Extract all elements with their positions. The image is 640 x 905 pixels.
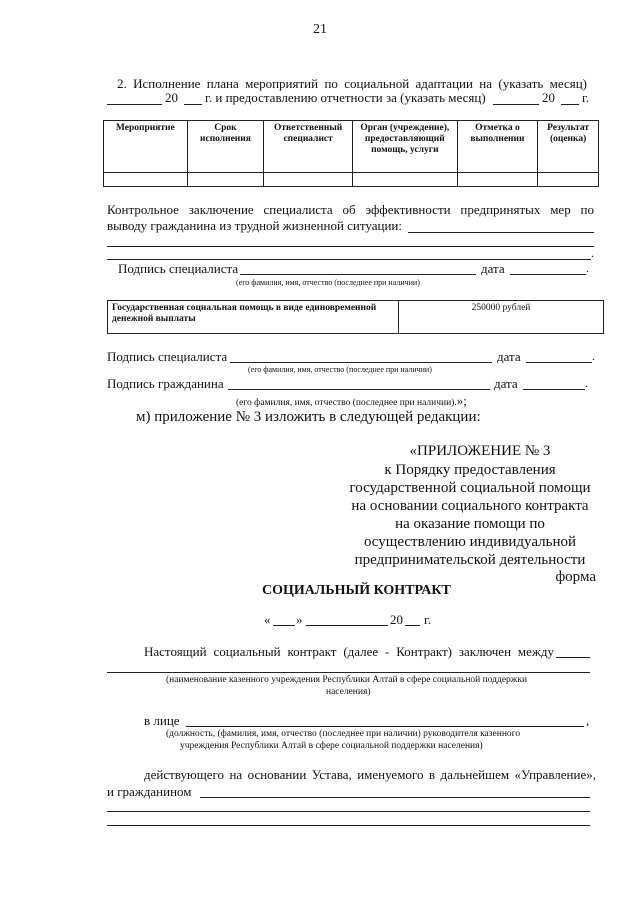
adaptation-table <box>103 120 599 187</box>
blank-line <box>240 274 476 275</box>
blank-line <box>228 389 490 390</box>
spec-sign-label: Подпись специалиста <box>107 349 228 364</box>
contract-intro: Настоящий социальный контракт (далее - Контракт) заключен между <box>144 644 554 659</box>
conclusion-line2: выводу гражданина из трудной жизненной ситуации: <box>107 218 402 233</box>
spec-date-label: дата <box>497 349 521 364</box>
table-header-cell: Срок исполнения <box>187 121 264 173</box>
blank-line <box>107 672 590 673</box>
section2-line1: 2. Исполнение плана мероприятий по социальной адаптации на (указать месяц) <box>117 76 587 91</box>
table-cell <box>187 173 264 187</box>
contract-date-year: 20 <box>390 612 403 627</box>
blank-line <box>493 104 539 105</box>
contract-date-end: г. <box>424 612 432 627</box>
contract-caption2b: учреждения Республики Алтай в сфере социальной поддержки населения) <box>180 741 483 751</box>
appendix-line: к Порядку предоставления <box>384 462 556 478</box>
contract-date-close: » <box>296 612 303 627</box>
contract-caption2a: (должность, (фамилия, имя, отчество (последнее при наличии) руководителя казенного <box>166 729 521 739</box>
payment-table <box>107 300 604 334</box>
section2-year2: 20 <box>542 90 555 105</box>
appendix-line: предпринимательской деятельности <box>354 552 586 568</box>
table-header-cell: Мероприятие <box>104 121 188 173</box>
blank-line <box>230 362 492 363</box>
blank-line <box>556 657 590 658</box>
blank-line <box>186 726 584 727</box>
citizen-sign-caption-row <box>236 392 467 410</box>
table-header-cell: Отметка о выполнении <box>457 121 538 173</box>
citizen-sign-caption: (его фамилия, имя, отчество (последнее при наличии). <box>236 398 457 408</box>
contract-caption1b: населения) <box>326 687 371 697</box>
payment-label-cell: Государственная социальная помощь в виде единовременной денежной выплаты <box>108 301 399 334</box>
table-header-cell: Ответственный специалист <box>264 121 353 173</box>
table-cell <box>538 173 599 187</box>
dot: . <box>585 376 588 390</box>
contract-title: СОЦИАЛЬНЫЙ КОНТРАКТ <box>262 583 451 598</box>
blank-line <box>107 259 591 260</box>
appendix-line: на оказание помощи по <box>395 516 545 532</box>
dot: . <box>586 261 589 275</box>
section2-line2: г. и предоставлению отчетности за (указать месяц) <box>205 90 486 105</box>
table-cell <box>457 173 538 187</box>
dot: . <box>591 246 594 260</box>
spec-sign-caption: (его фамилия, имя, отчество (последнее при наличии) <box>248 365 432 374</box>
contract-acting: действующего на основании Устава, именуемого в дальнейшем «Управление», <box>144 767 596 782</box>
contract-in-person: в лице <box>144 713 180 728</box>
blank-line <box>107 104 162 105</box>
blank-line <box>184 104 202 105</box>
section2-g: г. <box>582 90 590 105</box>
blank-line <box>107 811 590 812</box>
blank-line <box>200 797 590 798</box>
conclusion-date-label: дата <box>481 261 505 276</box>
item-m: м) приложение № 3 изложить в следующей редакции: <box>136 409 481 425</box>
appendix-title: «ПРИЛОЖЕНИЕ № 3 <box>409 443 551 459</box>
contract-caption1a: (наименование казенного учреждения Республики Алтай в сфере социальной поддержки <box>166 675 528 685</box>
contract-comma: , <box>586 713 590 728</box>
blank-line <box>405 625 420 626</box>
conclusion-sign-label: Подпись специалиста <box>118 261 239 276</box>
citizen-sign-caption-end: »; <box>456 393 467 408</box>
blank-line <box>561 104 579 105</box>
blank-line <box>523 389 585 390</box>
page-number: 21 <box>313 22 327 37</box>
blank-line <box>306 625 388 626</box>
table-cell <box>264 173 353 187</box>
table-header-cell: Орган (учреждение), предоставляющий помощь, услуги <box>352 121 457 173</box>
table-header-cell: Результат (оценка) <box>538 121 599 173</box>
appendix-line: осуществлению индивидуальной <box>363 534 577 550</box>
appendix-line: государственной социальной помощи <box>349 480 591 496</box>
appendix-line: на основании социального контракта <box>351 498 589 514</box>
dot: . <box>592 349 595 363</box>
appendix-form: форма <box>555 569 596 585</box>
blank-line <box>526 362 592 363</box>
citizen-sign-label: Подпись гражданина <box>107 376 224 391</box>
blank-line <box>510 274 586 275</box>
citizen-date-label: дата <box>494 376 518 391</box>
contract-date-open: « <box>264 612 271 627</box>
table-cell <box>352 173 457 187</box>
blank-line <box>273 625 295 626</box>
section2-year1: 20 <box>165 90 178 105</box>
blank-line <box>107 246 594 247</box>
conclusion-line1: Контрольное заключение специалиста об эффективности предпринятых мер по <box>107 202 594 217</box>
blank-line <box>107 825 590 826</box>
payment-value-cell: 250000 рублей <box>399 301 604 334</box>
contract-citizen: и гражданином <box>107 784 192 799</box>
table-cell <box>104 173 188 187</box>
blank-line <box>408 232 594 233</box>
conclusion-caption: (его фамилия, имя, отчество (последнее при наличии) <box>236 278 420 287</box>
